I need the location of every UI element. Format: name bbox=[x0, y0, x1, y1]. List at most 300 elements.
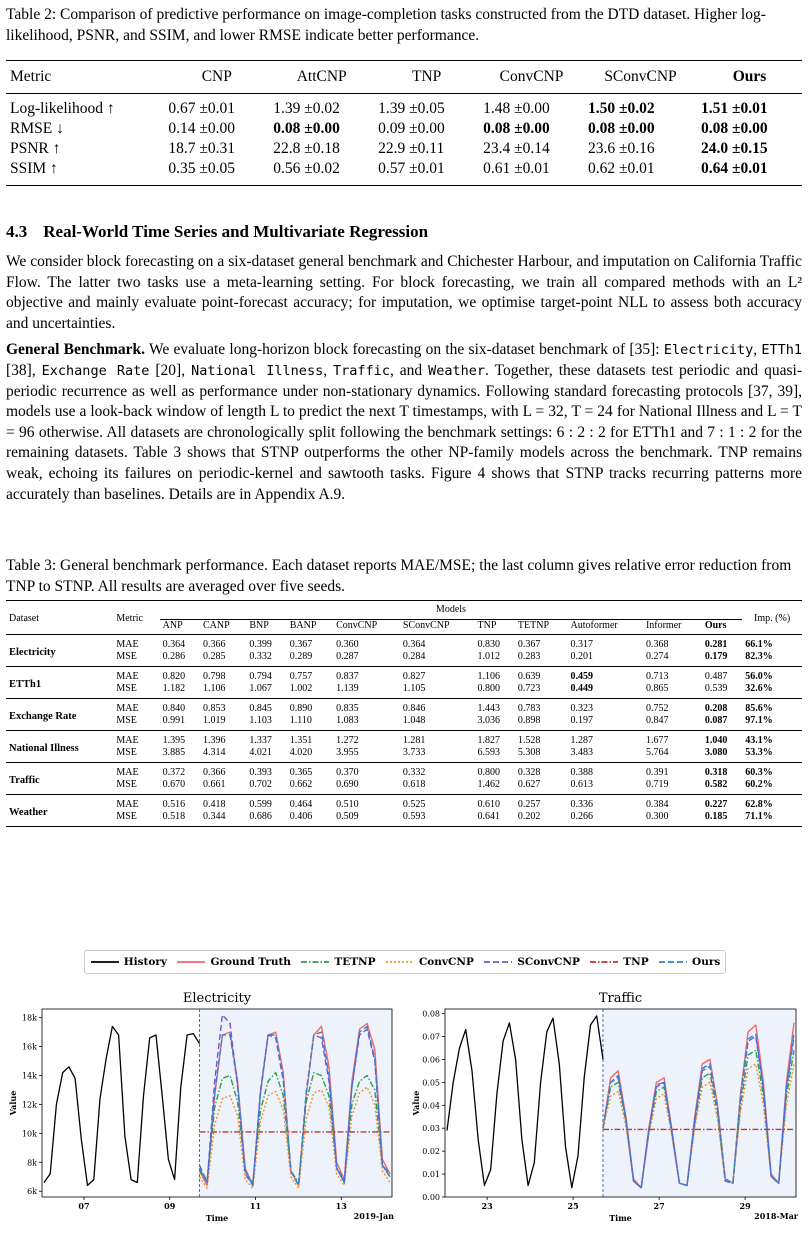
table3-cell: 1.443 bbox=[477, 703, 501, 715]
legend-swatch bbox=[483, 958, 513, 966]
y-tick-label: 0.02 bbox=[422, 1147, 440, 1157]
section-number: 4.3 bbox=[6, 222, 28, 241]
table3-cell: 0.227 bbox=[704, 799, 728, 811]
table3-caption: Table 3: General benchmark performance. Each dataset reports MAE/MSE; the last column gives relative error reduction from TNP to STNP. All results are averaged over five seeds. bbox=[6, 557, 792, 596]
x-tick-label: 23 bbox=[481, 1201, 493, 1211]
y-tick-label: 14k bbox=[21, 1071, 37, 1081]
table2-cell: 0.57 ±0.01 bbox=[378, 160, 445, 177]
section-heading bbox=[6, 222, 802, 242]
table2-cell: 0.08 ±0.00 bbox=[273, 120, 340, 137]
figure-legend bbox=[84, 950, 726, 974]
figure-charts bbox=[0, 985, 808, 1233]
table3-cell: 0.328 bbox=[517, 767, 541, 779]
table3-cell: 0.639 bbox=[517, 671, 541, 683]
table3-row bbox=[6, 715, 802, 731]
table3-cell: 0.370 bbox=[336, 767, 359, 779]
table2-cell: 24.0 ±0.15 bbox=[701, 140, 768, 157]
legend-item bbox=[385, 956, 474, 968]
table3-cell: 0.898 bbox=[517, 714, 541, 726]
table3-row bbox=[6, 651, 802, 667]
table3-cell: 0.418 bbox=[203, 799, 226, 811]
x-corner-label: 2018-Mar bbox=[754, 1211, 798, 1221]
table3-cell: 0.286 bbox=[162, 650, 186, 662]
table3-improvement: 53.3% bbox=[745, 746, 773, 758]
table3-cell: 0.752 bbox=[645, 703, 669, 715]
table3-cell: 0.641 bbox=[477, 810, 501, 822]
legend-label: Ground Truth bbox=[210, 956, 291, 968]
table3-cell: 0.367 bbox=[289, 639, 313, 651]
table3-cell: 3.483 bbox=[570, 746, 594, 758]
table3-cell: 6.593 bbox=[477, 746, 501, 758]
table3-model-header: SConvCNP bbox=[400, 619, 475, 635]
legend-swatch bbox=[300, 958, 330, 966]
col-dataset: Dataset bbox=[9, 613, 39, 625]
y-axis-label: Value bbox=[411, 1090, 421, 1116]
table3-metric: MAE bbox=[116, 767, 139, 779]
table3-cell: 0.285 bbox=[203, 650, 226, 662]
legend-item bbox=[90, 956, 167, 968]
text-run: [38], bbox=[6, 361, 42, 379]
table3-cell: 0.670 bbox=[162, 778, 186, 790]
table3-cell: 3.080 bbox=[704, 746, 728, 758]
table3-improvement: 43.1% bbox=[745, 735, 773, 747]
table3-cell: 1.462 bbox=[477, 778, 501, 790]
table3-cell: 0.449 bbox=[570, 682, 594, 694]
table2-cell: 0.35 ±0.05 bbox=[168, 160, 235, 177]
table3-cell: 1.103 bbox=[249, 714, 272, 726]
table3-model-header: ConvCNP bbox=[333, 619, 400, 635]
table3-metric: MAE bbox=[116, 671, 139, 683]
table3-row bbox=[6, 747, 802, 763]
table3-cell: 1.040 bbox=[704, 735, 728, 747]
table3-cell: 0.368 bbox=[645, 639, 669, 651]
table3 bbox=[6, 600, 802, 827]
table3-cell: 0.364 bbox=[162, 639, 186, 651]
table3-dataset-block bbox=[6, 763, 802, 795]
table3-cell: 0.830 bbox=[477, 639, 501, 651]
y-tick-label: 0.06 bbox=[422, 1055, 440, 1065]
table3-dataset-block bbox=[6, 635, 802, 667]
legend-swatch bbox=[176, 958, 206, 966]
y-tick-label: 8k bbox=[27, 1158, 37, 1168]
text-run: We evaluate long-horizon block forecasting on the six-dataset benchmark of [35]: bbox=[145, 341, 664, 359]
table3-cell: 0.366 bbox=[203, 767, 226, 779]
table3-model-header: ANP bbox=[160, 619, 200, 635]
legend-item bbox=[176, 956, 290, 968]
table2-cell: 1.39 ±0.05 bbox=[378, 100, 445, 117]
table2-row bbox=[6, 159, 802, 186]
table2-cell: 18.7 ±0.31 bbox=[168, 140, 235, 157]
text-run: [20], bbox=[149, 361, 192, 379]
table3-cell: 1.281 bbox=[402, 735, 426, 747]
table2-row bbox=[6, 139, 802, 159]
table3-improvement: 60.3% bbox=[745, 767, 773, 779]
table3-metric: MSE bbox=[116, 778, 137, 790]
table3-cell: 1.395 bbox=[162, 735, 186, 747]
table3-improvement: 62.8% bbox=[745, 799, 773, 811]
table3-cell: 0.332 bbox=[249, 650, 272, 662]
table3-metric: MSE bbox=[116, 810, 137, 822]
legend-label: SConvCNP bbox=[517, 956, 580, 968]
table3-cell: 0.287 bbox=[336, 650, 359, 662]
table3-cell: 0.197 bbox=[570, 714, 594, 726]
table3-cell: 0.890 bbox=[289, 703, 313, 715]
table3-cell: 0.388 bbox=[570, 767, 594, 779]
table2 bbox=[6, 60, 802, 186]
legend-swatch bbox=[589, 958, 619, 966]
table3-cell: 1.002 bbox=[289, 682, 313, 694]
table3-cell: 0.865 bbox=[645, 682, 669, 694]
chart-title: Electricity bbox=[182, 991, 252, 1006]
x-corner-label: 2019-Jan bbox=[353, 1211, 394, 1221]
table3-metric: MAE bbox=[116, 703, 139, 715]
table3-row bbox=[6, 699, 802, 715]
x-tick-label: 25 bbox=[567, 1201, 579, 1211]
table2-cell: 23.4 ±0.14 bbox=[483, 140, 550, 157]
table3-cell: 0.991 bbox=[162, 714, 186, 726]
table3-metric: MAE bbox=[116, 799, 139, 811]
table3-row bbox=[6, 811, 802, 827]
chart-title: Traffic bbox=[598, 991, 643, 1006]
charts-svg bbox=[0, 985, 808, 1233]
chart-panel-traffic bbox=[411, 991, 799, 1223]
table3-cell: 0.840 bbox=[162, 703, 186, 715]
table3-row bbox=[6, 635, 802, 651]
table3-cell: 0.627 bbox=[517, 778, 541, 790]
table2-cell: 0.56 ±0.02 bbox=[273, 160, 340, 177]
table2-cell: 1.50 ±0.02 bbox=[588, 100, 655, 117]
y-tick-label: 0.08 bbox=[422, 1009, 440, 1019]
paragraph-run-in-head: General Benchmark. bbox=[6, 341, 146, 359]
table3-cell: 5.308 bbox=[517, 746, 541, 758]
table3-cell: 0.618 bbox=[402, 778, 426, 790]
table3-improvement: 71.1% bbox=[745, 810, 773, 822]
x-tick-label: 27 bbox=[653, 1201, 665, 1211]
table2-cell: 0.14 ±0.00 bbox=[168, 120, 235, 137]
table3-dataset-block bbox=[6, 667, 802, 699]
table3-cell: 0.179 bbox=[704, 650, 728, 662]
table3-cell: 0.835 bbox=[336, 703, 359, 715]
x-axis-label: Time bbox=[205, 1213, 229, 1223]
table3-cell: 0.800 bbox=[477, 767, 501, 779]
table2-header-cell: CNP bbox=[201, 68, 232, 85]
dataset-name: Traffic bbox=[333, 362, 390, 379]
table3-cell: 0.202 bbox=[517, 810, 541, 822]
table3-cell: 1.106 bbox=[477, 671, 501, 683]
table3-cell: 0.336 bbox=[570, 799, 594, 811]
table3-cell: 1.827 bbox=[477, 735, 501, 747]
table2-cell: 1.48 ±0.00 bbox=[483, 100, 550, 117]
legend-item bbox=[658, 956, 720, 968]
table3-cell: 0.845 bbox=[249, 703, 272, 715]
table3-model-header: BANP bbox=[287, 619, 333, 635]
table3-dataset-name: Weather bbox=[9, 806, 48, 818]
table3-cell: 0.406 bbox=[289, 810, 313, 822]
table3-model-header: Informer bbox=[643, 619, 702, 635]
table3-cell: 0.613 bbox=[570, 778, 594, 790]
legend-item bbox=[589, 956, 648, 968]
table3-cell: 0.323 bbox=[570, 703, 594, 715]
table3-cell: 0.713 bbox=[645, 671, 669, 683]
table3-improvement: 82.3% bbox=[745, 650, 773, 662]
table3-cell: 0.464 bbox=[289, 799, 313, 811]
table3-cell: 0.539 bbox=[704, 682, 728, 694]
y-tick-label: 0.01 bbox=[422, 1170, 440, 1180]
table3-model-header: TETNP bbox=[515, 619, 568, 635]
table3-cell: 1.106 bbox=[203, 682, 226, 694]
legend-label: Ours bbox=[692, 956, 721, 968]
section-title: Real-World Time Series and Multivariate Regression bbox=[43, 222, 429, 241]
table3-cell: 0.300 bbox=[645, 810, 669, 822]
table3-cell: 1.083 bbox=[336, 714, 359, 726]
table3-dataset-name: Exchange Rate bbox=[9, 710, 77, 722]
legend-label: TNP bbox=[623, 956, 649, 968]
text-run: . Together, these datasets test periodic and quasi-periodic recurrence as well as performance under non-stationary dynamics. Following standard forecasting protocols [37, 39], models use a look-back window of length L to predict the next T timestamps, with L = 32, T = 24 for National Illness and L = T = 96 otherwise. All datasets are chronologically split following the benchmark settings: 6 : 2 : 2 for ETTh1 and 7 : 1 : 2 for the remaining datasets. Table 3 shows that STNP outperforms the other NP-family models across the benchmark. TNP remains weak, echoing its failures on periodic-kernel and sawtooth tasks. Figure 4 shows that STNP tracks recurring patterns more accurately than baselines. Details are in Appendix A.9. bbox=[6, 361, 802, 503]
col-models: Models bbox=[160, 601, 743, 620]
legend-swatch bbox=[385, 958, 415, 966]
table3-row bbox=[6, 779, 802, 795]
paragraph-intro: We consider block forecasting on a six-dataset general benchmark and Chichester Harbour, and imputation on California Traffic Flow. The latter two tasks use a meta-learning setting. For block forecasting, we train all compared methods with an L² objective and mainly evaluate point-forecast accuracy; for imputation, we optimise target-point NLL to assess both accuracy and uncertainties. bbox=[6, 253, 802, 332]
table3-dataset-block bbox=[6, 699, 802, 731]
table2-cell: 0.61 ±0.01 bbox=[483, 160, 550, 177]
table3-model-header: CANP bbox=[200, 619, 246, 635]
table3-dataset-name: National Illness bbox=[9, 742, 79, 754]
legend-label: ConvCNP bbox=[418, 956, 474, 968]
table3-cell: 0.344 bbox=[203, 810, 226, 822]
table2-caption: Table 2: Comparison of predictive performance on image-completion tasks constructed from the DTD dataset. Higher log-likelihood, PSNR, and SSIM, and lower RMSE indicate better performance. bbox=[6, 6, 766, 44]
table3-improvement: 66.1% bbox=[745, 639, 773, 651]
table3-cell: 0.318 bbox=[704, 767, 728, 779]
table2-metric: SSIM ↑ bbox=[10, 160, 58, 177]
x-tick-label: 13 bbox=[335, 1201, 347, 1211]
table3-metric: MSE bbox=[116, 746, 137, 758]
table3-metric: MAE bbox=[116, 639, 139, 651]
table3-improvement: 56.0% bbox=[745, 671, 773, 683]
table3-cell: 0.208 bbox=[704, 703, 728, 715]
table3-cell: 0.582 bbox=[704, 778, 728, 790]
x-tick-label: 11 bbox=[249, 1201, 262, 1211]
table2-cell: 22.9 ±0.11 bbox=[378, 140, 445, 157]
table2-header-cell: AttCNP bbox=[296, 68, 347, 85]
table3-row bbox=[6, 763, 802, 779]
table3-cell: 0.794 bbox=[249, 671, 272, 683]
table3-cell: 0.723 bbox=[517, 682, 541, 694]
table3-cell: 3.955 bbox=[336, 746, 359, 758]
table2-header-cell: SConvCNP bbox=[604, 68, 677, 85]
table3-row bbox=[6, 731, 802, 747]
table3-improvement: 32.6% bbox=[745, 682, 773, 694]
legend-swatch bbox=[658, 958, 688, 966]
table3-cell: 0.332 bbox=[402, 767, 426, 779]
y-tick-label: 0.04 bbox=[422, 1101, 440, 1111]
table3-cell: 0.757 bbox=[289, 671, 313, 683]
table3-cell: 0.459 bbox=[570, 671, 594, 683]
table3-dataset-name: ETTh1 bbox=[9, 678, 42, 690]
dataset-name: Weather bbox=[428, 362, 486, 379]
table3-cell: 1.019 bbox=[203, 714, 226, 726]
legend-swatch bbox=[90, 958, 120, 966]
legend-label: History bbox=[123, 956, 168, 968]
table2-cell: 22.8 ±0.18 bbox=[273, 140, 340, 157]
table2-cell: 1.51 ±0.01 bbox=[701, 100, 768, 117]
y-tick-label: 10k bbox=[21, 1129, 37, 1139]
x-tick-label: 09 bbox=[164, 1201, 176, 1211]
table2-cell: 1.39 ±0.02 bbox=[273, 100, 340, 117]
table3-cell: 0.364 bbox=[402, 639, 426, 651]
y-tick-label: 16k bbox=[21, 1042, 37, 1052]
y-tick-label: 12k bbox=[21, 1100, 37, 1110]
col-metric: Metric bbox=[116, 613, 143, 625]
table3-cell: 4.314 bbox=[203, 746, 226, 758]
table3-cell: 0.510 bbox=[336, 799, 359, 811]
table2-header-cell: TNP bbox=[411, 68, 442, 85]
table3-cell: 4.021 bbox=[249, 746, 272, 758]
table3-cell: 0.719 bbox=[645, 778, 669, 790]
table3-cell: 0.266 bbox=[570, 810, 594, 822]
table2-header-cell: Metric bbox=[10, 68, 52, 85]
table2-cell: 0.62 ±0.01 bbox=[588, 160, 655, 177]
table3-metric: MSE bbox=[116, 682, 137, 694]
x-tick-label: 29 bbox=[739, 1201, 751, 1211]
table3-cell: 3.036 bbox=[477, 714, 501, 726]
table3-cell: 0.391 bbox=[645, 767, 669, 779]
table3-cell: 1.396 bbox=[203, 735, 226, 747]
table3-cell: 0.599 bbox=[249, 799, 272, 811]
table3-cell: 1.337 bbox=[249, 735, 272, 747]
table3-cell: 3.733 bbox=[402, 746, 426, 758]
table3-cell: 0.518 bbox=[162, 810, 186, 822]
table2-cell: 0.08 ±0.00 bbox=[588, 120, 655, 137]
table3-cell: 0.837 bbox=[336, 671, 359, 683]
y-tick-label: 0.03 bbox=[422, 1124, 440, 1134]
table3-cell: 0.185 bbox=[704, 810, 728, 822]
legend-item bbox=[300, 956, 375, 968]
table3-cell: 5.764 bbox=[645, 746, 669, 758]
table3-cell: 0.399 bbox=[249, 639, 272, 651]
table2-metric: RMSE ↓ bbox=[10, 120, 64, 137]
table3-cell: 1.351 bbox=[289, 735, 313, 747]
table3-cell: 0.800 bbox=[477, 682, 501, 694]
table3-cell: 1.048 bbox=[402, 714, 426, 726]
table3-cell: 0.662 bbox=[289, 778, 313, 790]
table3-cell: 1.272 bbox=[336, 735, 359, 747]
x-axis-label: Time bbox=[609, 1213, 632, 1223]
y-tick-label: 0.07 bbox=[422, 1032, 440, 1042]
table3-cell: 0.702 bbox=[249, 778, 272, 790]
table3-dataset-block bbox=[6, 795, 802, 827]
chart-panel-electricity bbox=[8, 991, 394, 1223]
table3-cell: 0.487 bbox=[704, 671, 728, 683]
series-line-history bbox=[447, 1016, 603, 1188]
table3-cell: 1.182 bbox=[162, 682, 186, 694]
y-tick-label: 0.00 bbox=[422, 1193, 440, 1202]
table3-cell: 0.384 bbox=[645, 799, 669, 811]
y-tick-label: 0.05 bbox=[422, 1078, 440, 1088]
table3-cell: 0.846 bbox=[402, 703, 426, 715]
table3-cell: 0.525 bbox=[402, 799, 426, 811]
table3-model-header: Ours bbox=[702, 619, 742, 635]
table3-row bbox=[6, 683, 802, 699]
table3-cell: 0.283 bbox=[517, 650, 541, 662]
table3-metric: MSE bbox=[116, 650, 137, 662]
forecast-region bbox=[200, 1009, 393, 1197]
table3-dataset-block bbox=[6, 731, 802, 763]
y-axis-label: Value bbox=[8, 1090, 18, 1116]
table3-cell: 0.783 bbox=[517, 703, 541, 715]
table2-metric: PSNR ↑ bbox=[10, 140, 61, 157]
text-run: , bbox=[753, 341, 762, 359]
table3-cell: 0.690 bbox=[336, 778, 359, 790]
table2-cell: 0.64 ±0.01 bbox=[701, 160, 768, 177]
table3-cell: 0.289 bbox=[289, 650, 313, 662]
dataset-name: National Illness bbox=[191, 362, 324, 379]
table3-cell: 0.367 bbox=[517, 639, 541, 651]
table3-improvement: 85.6% bbox=[745, 703, 773, 715]
table2-cell: 0.67 ±0.01 bbox=[168, 100, 235, 117]
paragraph-general-benchmark bbox=[6, 340, 802, 505]
table2-cell: 0.09 ±0.00 bbox=[378, 120, 445, 137]
table2-row bbox=[6, 94, 802, 120]
table3-cell: 0.201 bbox=[570, 650, 594, 662]
table3-cell: 0.593 bbox=[402, 810, 426, 822]
text-run: , bbox=[323, 361, 334, 379]
table3-cell: 0.317 bbox=[570, 639, 594, 651]
series-line-history bbox=[44, 1026, 200, 1185]
table3-cell: 1.012 bbox=[477, 650, 501, 662]
table3-model-header: BNP bbox=[246, 619, 286, 635]
table3-cell: 1.110 bbox=[289, 714, 312, 726]
col-improvement: Imp. (%) bbox=[754, 613, 791, 625]
table3-dataset-name: Traffic bbox=[9, 774, 40, 786]
table3-metric: MAE bbox=[116, 735, 139, 747]
table3-cell: 0.281 bbox=[704, 639, 728, 651]
table3-cell: 0.827 bbox=[402, 671, 426, 683]
table3-dataset-name: Electricity bbox=[9, 646, 56, 658]
table3-cell: 1.067 bbox=[249, 682, 272, 694]
table2-row bbox=[6, 119, 802, 139]
table3-metric: MSE bbox=[116, 714, 137, 726]
legend-item bbox=[483, 956, 580, 968]
table3-model-header: Autoformer bbox=[568, 619, 643, 635]
legend-label: TETNP bbox=[334, 956, 376, 968]
y-tick-label: 6k bbox=[27, 1187, 37, 1197]
table2-cell: 0.08 ±0.00 bbox=[483, 120, 550, 137]
table3-row bbox=[6, 795, 802, 811]
table2-header-cell: Ours bbox=[732, 68, 767, 85]
table3-row bbox=[6, 667, 802, 683]
table3-cell: 0.372 bbox=[162, 767, 186, 779]
table3-cell: 0.257 bbox=[517, 799, 541, 811]
table3-cell: 1.139 bbox=[336, 682, 359, 694]
paper-page bbox=[6, 0, 802, 827]
table3-cell: 0.661 bbox=[203, 778, 226, 790]
table3-cell: 0.820 bbox=[162, 671, 186, 683]
x-tick-label: 07 bbox=[78, 1201, 90, 1211]
table3-cell: 0.516 bbox=[162, 799, 186, 811]
table3-cell: 0.366 bbox=[203, 639, 226, 651]
table3-cell: 1.287 bbox=[570, 735, 594, 747]
table3-cell: 0.360 bbox=[336, 639, 359, 651]
table3-improvement: 97.1% bbox=[745, 714, 773, 726]
table3-cell: 1.528 bbox=[517, 735, 541, 747]
table3-cell: 0.686 bbox=[249, 810, 272, 822]
table2-header-cell: ConvCNP bbox=[499, 68, 564, 85]
dataset-name: ETTh1 bbox=[761, 342, 802, 359]
table3-cell: 1.677 bbox=[645, 735, 669, 747]
table2-metric: Log-likelihood ↑ bbox=[10, 100, 115, 117]
table3-cell: 0.365 bbox=[289, 767, 313, 779]
dataset-name: Electricity bbox=[663, 342, 754, 359]
